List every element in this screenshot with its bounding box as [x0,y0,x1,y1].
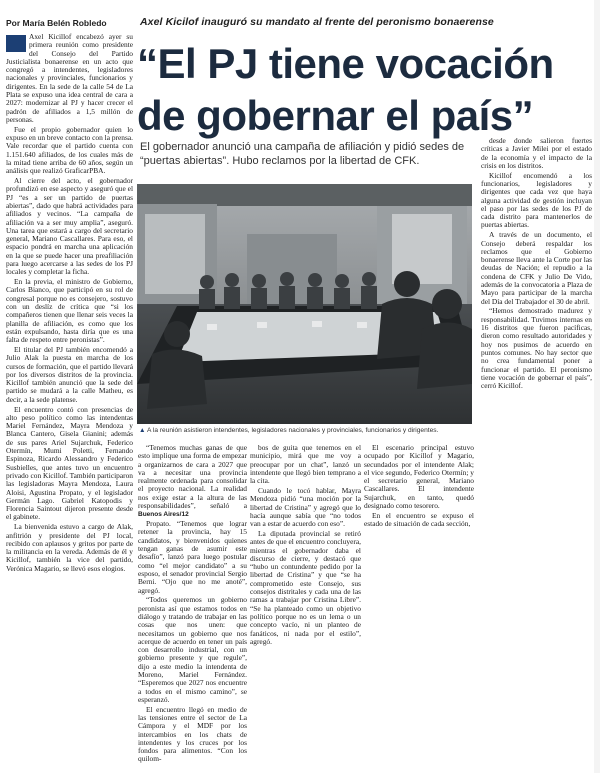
article-column-1 [6,33,133,768]
article-paragraph: Fue el propio gobernador quien lo expuso en un breve contacto con la prensa. Vale recordar que el partido cuenta con 1.151.640 afiliados, de los cuales más de la mitad tiene arriba de 60 años, según un análisis que realizó GraficarPBA. [6,124,133,176]
article-paragraph: El encuentro contó con presencias de alto peso político como las intendentas Mariel Fernández, Mayra Mendoza y Blanca Cantero, Gisela Gianini; además de sus pares Ariel Sujarchuk, Federico Otermín, Mumi Poletti, Fernando Espinoza, Ricardo Alessandro y Federico Susbielles, que antes tuvo un encuentro privado con Kicillof. También participaron las legisladoras Mayra Mendoza, Laura Aloisi, Agustina Propato, y el legislador Germán Lago. Gabriel Katopodis y Florencia Saintout dijeron presente desde el gabinete. [6,404,133,522]
article-paragraph: En la previa, el ministro de Gobierno, Carlos Bianco, que participó en su rol de congresal porque no es consejero, sostuvo con un deslíz de crítica que “si los compañeros tienen que llenar seis veces la planilla de afiliación, es como que los están expulsando, hasta diría que es una falta de respeto entre peronistas”. [6,277,133,345]
article-paragraph: “Hemos demostrado madurez y responsabilidad. Tuvimos internas en 16 distritos que fueron pacíficas, dieron como resultado autoridades y hoy nos pusimos de acuerdo en puntos comunes. No hay sector que no crea fundamental poner a funcionar el partido. El peronismo tiene vocación de gobernar el país”, cerró Kicillof. [481,306,592,391]
article-paragraph: “Tenemos muchas ganas de que esto implique una forma de empezar a organizarnos de cara a 2027 que va a necesitar una provincia realmente ordenada para consolidar el proyecto nacional. La realidad nos exige estar a la altura de las responsabilidades”, señaló a Buenos Aires/12 [138,444,247,519]
caption-marker: ▲ [139,427,146,434]
article-paragraph: Axel Kicillof encabezó ayer su primera reunión como presidente del Consejo del Partido Justicialista bonaerense en un acto que congregó a intendentes, legisladores nacionales y provinciales, funcionarios y dirigentes. En la sede de la calle 54 de La Plata se expuso una idea central de cara a 2027: modernizar al PJ y hacer crecer el padrón de afiliados a 1,5 millón de personas. [6,33,133,124]
article-photo [137,184,472,424]
caption-text: A la reunión asistieron intendentes, legisladores nacionales y provinciales, funcionarios y dirigentes. [147,427,439,434]
article-column-mid-3 [364,444,474,769]
article-paragraph: Propato. “Tenemos que lograr retener la provincia, hay 15 candidatos, y bienvenidos quienes tengan ganas de asumir este desafío”, lanzó para luego postular como “el mejor candidato” a su esposo, el senador provincial Sergio Berni. “Ojo que no me anoté”, agregó. [138,519,247,595]
kicker: Axel Kicilof inauguró su mandato al frente del peronismo bonaerense [140,16,494,28]
publication-credit: Buenos Aires/12 [138,511,189,519]
headline [137,38,554,142]
article-paragraph: El escenario principal estuvo ocupado por Kicillof y Magario, secundados por el intendente Alak; el vice segundo, Federico Otermín; y el secretario general, Mariano Cascallares. El intendente Sujarchuk, en tanto, quedó designado como tesorero. [364,444,474,511]
article-paragraph: En el encuentro se expuso el estado de situación de cada sección, [364,510,474,529]
article-paragraph: Kicillof encomendó a los funcionarios, legisladores y dirigentes que cada vez que haya alguna actividad de gestión incluyan el paso por las sedes de los PJ de cada distrito para mantenerlos de puertas abiertas. [481,170,592,230]
article-column-mid-2 [250,444,361,769]
dropcap-box [6,35,26,52]
article-paragraph: desde donde salieron fuertes críticas a Javier Milei por el estado de la economía y el impacto de la crisis en los distritos. [481,137,592,170]
page-edge-strip [594,0,600,773]
article-paragraph: El titular del PJ también encomendó a Julio Alak la puesta en marcha de los cursos de formación, que el partido llevará por los diversos distritos de la provincia. Kicillof también anunció que la sede del partido se mudará a la calle Matheu, es decir, a la sede platense. [6,344,133,404]
subhead: El gobernador anunció una campaña de afiliación y pidió sedes de “puertas abiertas”. Hubo reclamos por la libertad de CFK. [140,141,465,167]
article-column-mid-1 [138,444,247,769]
article-column-right [481,137,592,557]
photo-caption [139,427,474,434]
headline-line2: de gobernar el país” [137,92,534,139]
article-paragraph: “Todos queremos un gobierno peronista así que estamos todos en diálogo y tratando de trabajar en las cosas que nos unen: que necesitamos un gobierno que nos acerque de acuerdo en tener un país con desarrollo industrial, con un gobierno presente y que regule”, dijo a este medio la intendenta de Moreno, Mariel Fernández. “Esperemos que 2027 nos encuentre a todos en el mismo camino”, se esperanzó. [138,595,247,704]
article-paragraph: Cuando le tocó hablar, Mayra Mendoza pidió “una moción por la libertad de Cristina” y agregó que lo hacía aunque sabía que “no todos van a estar de acuerdo con eso”. [250,485,361,529]
byline: Por María Belén Robledo [6,18,107,28]
article-paragraph: La bienvenida estuvo a cargo de Alak, anfitrión y presidente del PJ local, recibido con aplausos y gritos por parte de la militancia en la vereda. Además de él y Kicillof, también la vice del partido, Verónica Magario, se llevó esos elogios. [6,522,133,573]
article-paragraph: La diputada provincial se retiró antes de que el encuentro concluyera, mientras el gobernador daba el discurso de cierre, y destacó que “hubo un contundente pedido por la libertad de Cristina” y que “se ha comprometido este Consejo, sus consejos distritales y cada una de las ramas a trabajar por Cristina Libre”. “Se ha planteado como un objetivo político porque no es un lema o un concepto vacío, ni un planteo de fanáticos, ni nada por el estilo”, agregó. [250,528,361,646]
article-paragraph: Al cierre del acto, el gobernador profundizó en ese aspecto y aseguró que el PJ “es a ser un partido de puertas abiertas”, dado que habrá actividades para afiliados y vecinos. “La campaña de afiliación va a ser muy amplia”, aseguró. Una tarea que estará a cargo del secretario general, Mariano Cascallares. Para eso, el espacio pondrá en marcha una aplicación en la que se puede hacer una preafiliación para luego acercarse a las sedes de los PJ locales y completar la ficha. [6,176,133,277]
meeting-photo-illustration [137,184,472,424]
headline-line1: “El PJ tiene vocación [137,40,554,87]
article-paragraph: El encuentro llegó en medio de las tensiones entre el sector de La Cámpora y el MDF por los intercambios en los chats de intendentes y los cruces por los fondos para alimentos. “Con los quilom- [138,704,247,764]
article-paragraph: bos de guita que tenemos en el municipio, mirá que me voy a preocupar por un chat”, lanzó un intendente que llegó bien temprano a la cita. [250,444,361,486]
article-paragraph: A través de un documento, el Consejo deberá respaldar los reclamos que el Gobierno bonaerense lleva ante la Corte por las deudas de Nación; el repudio a la condena de CFK y Julio De Vido, además de la convocatoria a Plaza de Mayo para participar de la marcha del Día del Trabajador el 30 de abril. [481,230,592,306]
